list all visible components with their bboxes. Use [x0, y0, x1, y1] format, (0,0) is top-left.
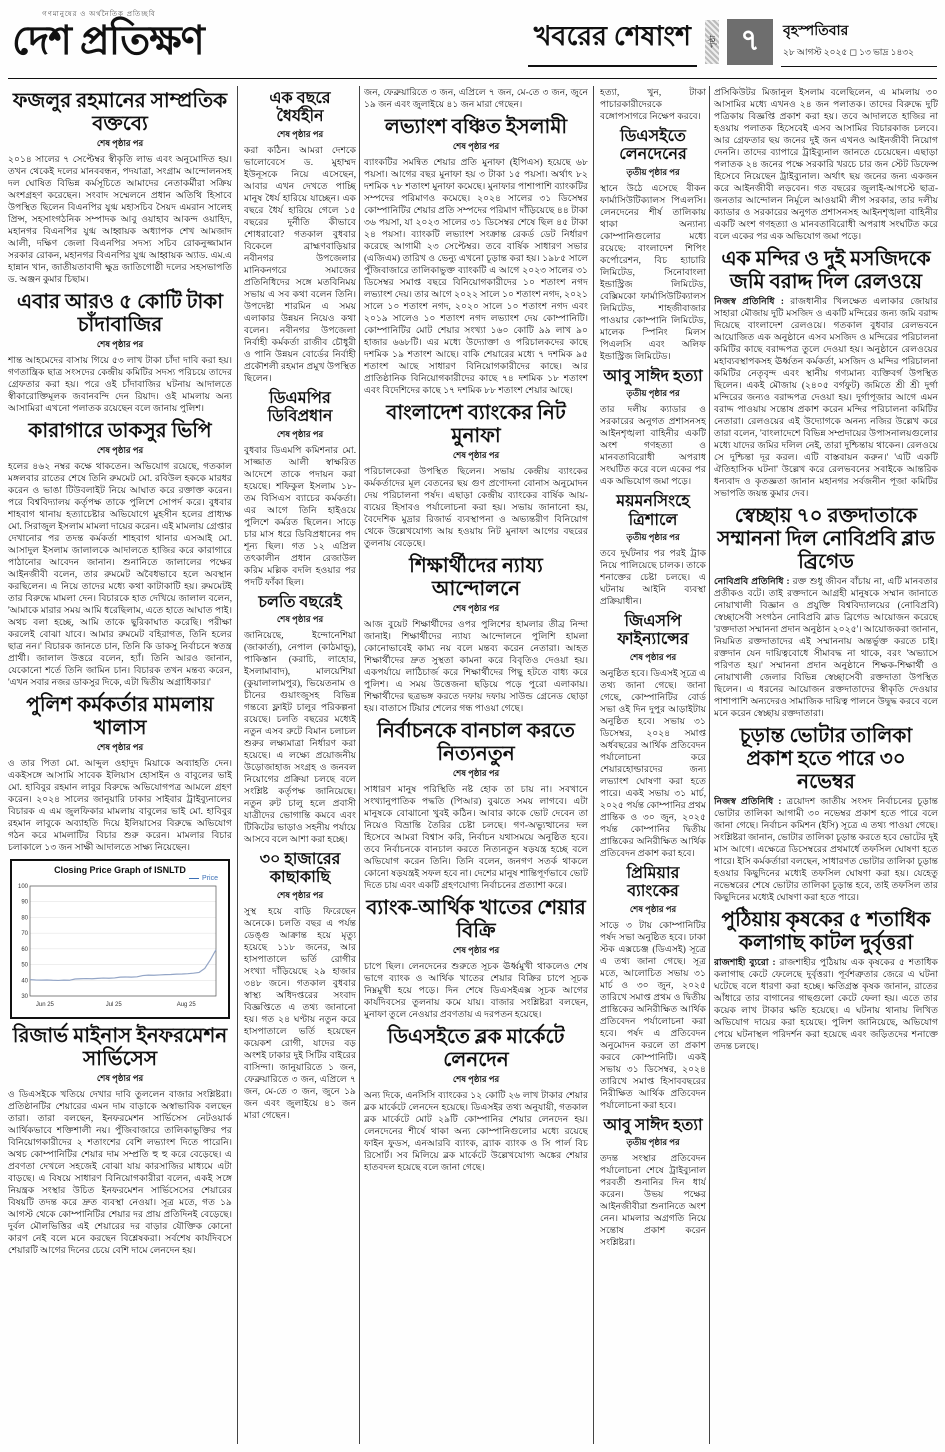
- article-body: ব্যাংকটির সমন্বিত শেয়ার প্রতি মুনাফা (ইপিএস) হয়েছে ৬৮ পয়সা। আগের বছর মুনাফা হয় ৩ টাকা ১৫ পয়সা। অর্থাৎ ৮২ দশমিক ৭৮ শতাংশ মুনাফা কমেছে। মুনাফার পাশাপাশি ব্যাংকটির সম্পদের পরিমাণও কমেছে। ২০২৪ সালের ৩১ ডিসেম্বর কোম্পানিটির শেয়ার প্রতি সম্পদের পরিমাণ দাঁড়িয়েছে ৪৪ টাকা ৩৬ পয়সা, যা ২০২৩ সালের ৩১ ডিসেম্বর শেষে ছিল ৪৫ টাকা ২৪ পয়সা। ব্যাংকটি লভ্যাংশ সংক্রান্ত রেকর্ড ডেট নির্ধারণ করেছে আগামী ২৩ সেপ্টেম্বর। তবে বার্ষিক সাধারণ সভার (এজিএম) তারিখ ও ভেন্যু এখনো চূড়ান্ত করা হয়। ১৯৮৫ সালে পুঁজিবাজারে তালিকাভুক্ত ব্যাংকটি এ আগে ২০২৩ সালের ৩১ ডিসেম্বর সমাপ্ত বছরে বিনিয়োগকারীদের ১০ শতাংশ নগদ লভ্যাংশ দেয়। তার আগে ২০২২ সালে ১০ শতাংশ নগদ, ২০২১ সালে ১০ শতাংশ নগদ, ২০২০ সালে ১০ শতাংশ নগদ এবং ২০১৯ সালেও ১০ শতাংশ নগদ লভ্যাংশ দেয় কোম্পানিটি। কোম্পানিটির মোট শেয়ার সংখ্যা ১৬০ কোটি ৯৯ লাখ ৯০ হাজার ৬৬৮টি। এর মধ্যে উদ্যোক্তা ও পরিচালকদের কাছে দশমিক ১৯ শতাংশ আছে। বাকি শেয়ারের মধ্যে ৭ দশমিক ৯৫ শতাংশ আছে সাধারণ বিনিয়োগকারীদের কাছে। আর প্রাতিষ্ঠানিক বিনিয়োগকারীদের কাছে ৭৪ দশমিক ১৮ শতাংশ এবং বিদেশিদের কাছে ১৭ দশমিক ৮৮ শতাংশ শেয়ার আছে।: [364, 157, 588, 395]
- article-headline: চলতি বছরেই: [258, 593, 342, 611]
- news-lane-5: [714, 86, 938, 1446]
- header-right: [528, 16, 937, 67]
- article-headline: পুঠিয়ায় কৃষকের ৫ শতাধিক কলাগাছ কাটল দুর্বৃত্তরা: [721, 909, 931, 954]
- masthead-title: দেশ প্রতিক্ষণ: [12, 18, 204, 63]
- article-lead-text: হত্যা, খুন, টাকা পাচারকারীদেরকে বঙ্গোপসাগরে নিক্ষেপ করবে।: [600, 87, 706, 121]
- column-divider-1: [237, 86, 238, 1444]
- article: [600, 613, 706, 859]
- article-headline: ডিএমপির ডিবিপ্রধান: [267, 389, 333, 426]
- column-divider-4: [709, 86, 710, 1444]
- article-body: সাধারণ মানুষ পরিস্থিতি নষ্ট হোক তা চায় না। সবখানে সংখ্যানুপাতিক পদ্ধতি (পিআর) বুঝতে সময় লাগবে। এটা মানুষকে বোঝানো খুবই কঠিন। আবার কাকে ভোট দেবেন তা নিয়েও বিভ্রান্তি তৈরির চেষ্টা চলছে। গণ-অভ্যুত্থানের দল হিসেবে আমরা বিশ্বাস করি, নির্বাচন যথাসময়ে অনুষ্ঠিত হবে। তবে নির্বাচনকে বানচাল করতে নিত্যনতুন ষড়যন্ত্র হচ্ছে বলে অভিযোগ করেন তিনি। তিনি বলেন, জনগণ সতর্ক থাকলে কোনো ষড়যন্ত্রই সফল হবে না। দেশের মানুষ শান্তিপূর্ণভাবে ভোট দিতে চায় এবং একটি গ্রহণযোগ্য নির্বাচনের প্রত্যাশা করে।: [364, 784, 588, 890]
- chart-title: Closing Price Graph of ISNLTD: [54, 865, 186, 875]
- article-headline: রিজার্ভ মাইনাস ইনফরমেশন সার্ভিসেস: [12, 1025, 228, 1070]
- svg-text:30: 30: [21, 994, 28, 1000]
- svg-text:90: 90: [21, 899, 28, 906]
- article-byline: নিজস্ব প্রতিনিধি :: [714, 296, 791, 306]
- article: [8, 420, 232, 688]
- continued-from-label: শেষ পৃষ্ঠার পর: [452, 603, 500, 613]
- article-lead-text: জন, ফেব্রুয়ারিতে ৩ জন, এপ্রিলে ৭ জন, মে-তে ৩ জন, জুনে ১৯ জন এবং জুলাইয়ে ৪১ জন মারা গেছেন।: [364, 87, 588, 109]
- news-lane-2: [244, 86, 356, 1446]
- article-headline: ব্যাংক-আর্থিক খাতের শেয়ার বিক্রি: [366, 897, 586, 942]
- article-headline: এক বছরে ধৈর্যহীন: [269, 90, 331, 126]
- article-byline: নোবিপ্রবি প্রতিনিধি :: [714, 576, 793, 586]
- continued-from-label: তৃতীয় পৃষ্ঠার পর: [626, 531, 680, 542]
- article-headline: নির্বাচনকে বানচাল করতে নিত্যনতুন: [377, 720, 575, 765]
- article-body: চাপে ছিল। লেনদেনের শুরুতে সূচক ঊর্ধ্বমুখী থাকলেও শেষ ভাগে ব্যাংক ও আর্থিক খাতের শেয়ার বিক্রির চাপে সূচক নিম্নমুখী হয়ে পড়ে। দিন শেষে ডিএসইএক্স সূচক আগের কার্যদিবসের তুলনায় কমে যায়। বাজার সংশ্লিষ্টরা বলছেন, মুনাফা তুলে নেওয়ার প্রবণতায় এ দরপতন হয়েছে।: [364, 961, 588, 1019]
- svg-text:100: 100: [17, 884, 28, 890]
- article-body: ও তার পিতা মো. আব্দুল ওহাদুদ মিয়াকে অব্যাহতি দেন। একইসঙ্গে আসামি সাবেক ইলিয়াস হোসাইন ও বাবুলের ভাই মো. হাবিবুর রহমান লাবুর বিরুদ্ধে অভিযোগপত্র আমলে গ্রহণ করেন। ২০২৪ সালের জানুয়ারি ঢাকার সাইবার ট্রাইব্যুনালের বিচারক এ এম জুলফিকার মামলায় বাবুলের ভাই মো. হাবিবুর রহমান লাবুকে অব্যাহতি দিয়ে ইলিয়াসের বিরুদ্ধে অভিযোগ গঠন করে মামলাটির বিচার শুরু করেন। মামলার বিচার চলাকালে ১৩ জন সাক্ষী আদালতে সাক্ষ্য নিয়েছেন।: [8, 758, 232, 852]
- legend-line-swatch: [189, 878, 199, 879]
- svg-text:70: 70: [21, 931, 28, 938]
- article-lead-text: প্রসিকিউটর মিজানুল ইসলাম বলেছিলেন, এ মামলায় ৩০ আসামির মধ্যে এখনও ২৪ জন পলাতক। তাদের বিরুদ্ধে দুটি পত্রিকায় বিজ্ঞপ্তি প্রকাশ করা হয়। তবে আদালতে হাজির না হওয়ায় পলাতক হিসেবেই এসব আসামির বিচারকাজ চলবে। আর গ্রেফতার ছয় জনের দুই জন এখনও আইনজীবী নিয়োগ দেননি। তাদের ব্যাপারে ট্রাইব্যুনাল জানতে চেয়েছেন। এছাড়া পলাতক ২৪ জনের পক্ষে সরকারি খরচে চার জন স্টেট ডিফেন্স হিসেবে নিয়েছেন ট্রাইব্যুনাল। অর্থাৎ ছয় জনের জন্য একজন করে আইনজীবী লড়বেন। গত বছরের জুলাই-আগস্টে ছাত্র-জনতার আন্দোলন নির্মূলে আওয়ামী লীগ সরকার, তার দলীয় ক্যাডার ও সরকারের অনুগত প্রশাসনসহ আইনশৃঙ্খলা বাহিনীর একটি অংশ গণহত্যা ও মানবতাবিরোধী অপরাধ সংঘটিত করে বলে একের পর এক অভিযোগ জমা পড়ে।: [714, 87, 938, 241]
- article: [364, 402, 588, 549]
- article: [600, 865, 706, 1111]
- article: [8, 90, 232, 285]
- article: [8, 859, 232, 1019]
- article-headline: বাংলাদেশ ব্যাংকের নিট মুনাফা: [386, 402, 566, 447]
- article-body: নিজস্ব প্রতিনিধি : ত্রয়োদশ জাতীয় সংসদ নির্বাচনের চূড়ান্ত ভোটার তালিকা আগামী ৩০ নভেম্বর প্রকাশ হতে পারে বলে জানা গেছে। নির্বাচন কমিশন (ইসি) সূত্রে এ তথ্য পাওয়া গেছে। সংশ্লিষ্টরা জানান, ভোটার তালিকা চূড়ান্ত করতে হবে ভোটের দুই মাস আগে। এক্ষেত্রে ডিসেম্বরের প্রথমার্ধে তফসিল ঘোষণা হতে পারে। ইসি কর্মকর্তারা বলছেন, সাধারণত ভোটার তালিকা চূড়ান্ত হওয়ার কিছুদিনের মধ্যেই তফসিল ঘোষণা করা হয়। যেহেতু নভেম্বরের শেষে ভোটার তালিকা চূড়ান্ত হবে, তাই তফসিল তার কিছুদিনের মধ্যেই ঘোষণা করা হতে পারে।: [714, 796, 938, 902]
- article: [244, 390, 356, 588]
- article-headline: জিএসপি ফাইন্যান্সের: [617, 612, 689, 649]
- continued-from-label: শেষ পৃষ্ঠার পর: [276, 128, 324, 139]
- continued-from-label: তৃতীয় পৃষ্ঠার পর: [626, 166, 680, 177]
- column-divider-2: [359, 86, 360, 1444]
- article: [244, 851, 356, 1121]
- article: [714, 248, 938, 499]
- article: [600, 493, 706, 607]
- article-body: নিজস্ব প্রতিনিধি : রাজধানীর খিলক্ষেত এলাকার জোয়ার সাহারা মৌজায় দুটি মসজিদ ও একটি মন্দিরের জন্য জমি বরাদ্দ দিয়েছে বাংলাদেশ রেলওয়ে। গতকাল বুধবার রেলভবনে আয়োজিত এক অনুষ্ঠানে এসব মসজিদ ও মন্দিরের পরিচালনা কমিটির কাছে বরাদ্দপত্র তুলে দেওয়া হয়। অনুষ্ঠানে রেলওয়ের মহাব্যবস্থাপকসহ ঊর্ধ্বতন কর্মকর্তা, মসজিদ ও মন্দির পরিচালনা কমিটির নেতৃবৃন্দ এবং স্থানীয় গণ্যমান্য ব্যক্তিবর্গ উপস্থিত ছিলেন। একই মৌজায় (২৪০৫ বর্গফুট) জমিতে শ্রী শ্রী দুর্গা মন্দিরের জন্যও বরাদ্দপত্র দেওয়া হয়। দুর্গাপূজার আগে এমন বরাদ্দ পাওয়ায় সন্তোষ প্রকাশ করেন মন্দির পরিচালনা কমিটির নেতারা। রেলওয়ের এই উদ্যোগকে অনন্য নজির উল্লেখ করে তারা বলেন, 'বাংলাদেশে বিভিন্ন সম্প্রদায়ের উপাসনালয়গুলোর মধ্যে যাদের জমির দলিল নেই, তারা দুশ্চিন্তায় থাকেন। রেলওয়ে সে দুশ্চিন্তা দূর করল। এটি বাস্তবায়ন করুন।' 'এটি একটি ঐতিহাসিক ঘটনা' উল্লেখ করে রেলভবনের সবাইকে আন্তরিক ধন্যবাদ ও কৃতজ্ঞতা জানান মহানগর সর্বজনীন পূজা কমিটির সভাপতি জয়ন্ত কুমার দেব।: [714, 296, 938, 498]
- continued-from-label: শেষ পৃষ্ঠার পর: [96, 742, 144, 752]
- continued-from-label: তৃতীয় পৃষ্ঠার পর: [626, 1136, 680, 1147]
- article-headline: ডিএসইতে ব্লক মার্কেটে লেনদেন: [387, 1026, 565, 1071]
- article-headline: এক মন্দির ও দুই মসজিদকে জমি বরাদ্দ দিল রেলওয়ে: [721, 248, 931, 293]
- article-body: সুস্থ হয়ে বাড়ি ফিরেছেন অনেকে। চলতি বছর এ পর্যন্ত ডেঙ্গু আক্রান্ত হয়ে মৃত্যু হয়েছে ১১৮ জনের, আর হাসপাতালে ভর্তি রোগীর সংখ্যা দাঁড়িয়েছে ২৯ হাজার ৩৪৮ জনে। গতকাল বুধবার স্বাস্থ্য অধিদপ্তরের সংবাদ বিজ্ঞপ্তিতে এ তথ্য জানানো হয়। গত ২৪ ঘণ্টায় নতুন করে হাসপাতালে ভর্তি হয়েছেন কয়েকশ রোগী, যাদের বড় অংশই ঢাকার দুই সিটির বাইরের বাসিন্দা। জানুয়ারিতে ১ জন, ফেব্রুয়ারিতে ৩ জন, এপ্রিলে ৭ জন, মে-তে ৩ জন, জুনে ১৯ জন এবং জুলাইয়ে ৪১ জন মারা গেছেন।: [244, 905, 356, 1120]
- article-body: ও ডিএসইকে খতিয়ে দেখার দাবি তুললেন বাজার সংশ্লিষ্টরা। প্রতিষ্ঠানটির শেয়ারের এমন দাম বাড়াকে অস্বাভাবিক বলছেন তারা। তারা বলছেন, ইনফরমেশন সার্ভিসেস নেটওয়ার্ক আর্থিকভাবে শক্তিশালী নয়। পুঁজিবাজারে তালিকাভুক্তির পর বিনিয়োগকারীদের ২ শতাংশের বেশি লভ্যাংশ দিতে পারেনি। অথচ কোম্পানিটির শেয়ার দাম সম্প্রতি হু হু করে বেড়েছে। এ প্রবণতা দেখলে সহজেই বোঝা যায় কারসাজির মাধ্যমে এটা বাড়ছে। এ বিষয়ে সাধারণ বিনিয়োগকারীরা বলেন, একই সঙ্গে নিয়ন্ত্রক সংস্থার উচিত ইনফরমেশন সার্ভিসেসের শেয়ারের বিষয়টি তদন্ত করে দ্রুত ব্যবস্থা নেওয়া। সূত্র মতে, গত ১৯ আগস্ট থেকে কোম্পানিটির শেয়ার দর প্রায় প্রতিদিনই বেড়েছে। দুর্বল মৌলভিত্তির এই শেয়ারের দর বাড়ার যৌক্তিক কোনো কারণ নেই বলে মনে করছেন বিশ্লেষকরা। সর্বশেষ কার্যদিবসে শেয়ারটি আগের দিনের চেয়ে বেশি দামে লেনদেন হয়।: [8, 1089, 232, 1255]
- continued-from-label: শেষ পৃষ্ঠার পর: [276, 428, 324, 439]
- stock-chart: [10, 859, 230, 1019]
- continued-from-label: শেষ পৃষ্ঠার পর: [452, 141, 500, 151]
- article-body: পরিচালকেরা উপস্থিত ছিলেন। সভায় কেন্দ্রীয় ব্যাংকের কর্মকর্তাদের মূল বেতনের ছয় গুণ প্রণোদনা বোনাস অনুমোদন দেয় পরিচালনা পর্ষদ। এছাড়া কেন্দ্রীয় ব্যাংকের বার্ষিক আয়-ব্যয়ের হিসাবও পর্যালোচনা করা হয়। সভায় জানানো হয়, বৈদেশিক মুদ্রার রিজার্ভ ব্যবস্থাপনা ও অভ্যন্তরীণ বিনিয়োগ থেকে উল্লেখযোগ্য আয় হওয়ায় নিট মুনাফা আগের বছরের তুলনায় বেড়েছে।: [364, 466, 588, 548]
- article-body: নোবিপ্রবি প্রতিনিধি : রক্ত শুধু জীবন বাঁচায় না, এটি মানবতার প্রতীকও বটে। তাই রক্তদানে আগ্রহী মানুষকে সম্মান জানাতে নোয়াখালী বিজ্ঞান ও প্রযুক্তি বিশ্ববিদ্যালয়ের (নোবিপ্রবি) স্বেচ্ছাসেবী সংগঠন নোবিপ্রবি ব্লাড ব্রিগেড আয়োজন করেছে 'রক্তদাতা সম্মাননা প্রদান অনুষ্ঠান ২০২৫'। আয়োজকরা জানান, নিয়মিত রক্তদাতাদের এই সম্মাননায় অন্তর্ভুক্ত করতে চাই। রক্তদান যেন দায়িত্ববোধে সীমাবদ্ধ না থাকে, বরং 'অভ্যাসে পরিণত হয়।' সম্মাননা প্রদান অনুষ্ঠানে শিক্ষক-শিক্ষার্থী ও নোয়াখালী জেলার বিভিন্ন স্বেচ্ছাসেবী রক্তদাতা উপস্থিত ছিলেন। এ ধরনের আয়োজন রক্তদাতাদের স্বীকৃতি দেওয়ার পাশাপাশি অন্যদেরও সামাজিক দায়িত্ব পালনে উদ্বুদ্ধ করবে বলে মনে করেন স্বেচ্ছায় রক্তদাতারা।: [714, 576, 938, 718]
- article: [364, 116, 588, 396]
- article-headline: ডিএসইতে লেনদেনের: [619, 128, 687, 164]
- article: [364, 720, 588, 891]
- article: [364, 897, 588, 1020]
- svg-text:Aug 25: Aug 25: [176, 1002, 196, 1008]
- svg-text:60: 60: [21, 946, 28, 953]
- article-headline: স্বেচ্ছায় ৭০ রক্তদাতাকে সম্মাননা দিল নোবিপ্রবি ব্লাড ব্রিগেড: [717, 505, 935, 573]
- page-label: পৃষ্ঠা: [707, 35, 717, 48]
- continued-from-label: শেষ পৃষ্ঠার পর: [452, 945, 500, 955]
- article-body: অনুষ্ঠিত হবে। ডিএসই সূত্রে এ তথ্য জানা গেছে। জানা গেছে, কোম্পানিটির বোর্ড সভা ওই দিন দুপুর আড়াইটায় অনুষ্ঠিত হবে। সভায় ৩১ ডিসেম্বর, ২০২৪ সমাপ্ত অর্ধবছরের আর্থিক প্রতিবেদন পর্যালোচনা করে শেয়ারহোল্ডারদের জন্য লভ্যাংশ ঘোষণা করা হতে পারে। একই সভায় ৩১ মার্চ, ২০২৫ পর্যন্ত কোম্পানির প্রথম প্রান্তিক ও ৩০ জুন, ২০২৫ পর্যন্ত কোম্পানির দ্বিতীয় প্রান্তিকের অনিরীক্ষিত আর্থিক প্রতিবেদন প্রকাশ করা হবে।: [600, 667, 706, 858]
- article: [8, 1025, 232, 1256]
- section-title: খবরের শেষাংশ: [528, 16, 697, 67]
- article-body: জানিয়েছে, ইন্দোনেশিয়া (জাকার্তা), নেপাল (কাঠমান্ডু), পাকিস্তান (করাচি, লাহোর, ইসলামাবাদ), মালয়েশিয়া (কুয়ালালামপুর), ভিয়েতনাম ও চীনের গুয়াংজুসহ বিভিন্ন গন্তব্যে ফ্লাইট চালুর পরিকল্পনা রয়েছে। চলতি বছরের মধ্যেই নতুন এসব রুটে বিমান চলাচল শুরুর লক্ষ্যমাত্রা নির্ধারণ করা হয়েছে। এ লক্ষ্যে প্রয়োজনীয় উড়োজাহাজ সংগ্রহ ও জনবল নিয়োগের প্রক্রিয়া চলছে বলে সংশ্লিষ্ট কর্তৃপক্ষ জানিয়েছে। নতুন রুট চালু হলে প্রবাসী যাত্রীদের ভোগান্তি কমবে এবং টিকিটের ভাড়াও সহনীয় পর্যায়ে আসবে বলে আশা করা হচ্ছে।: [244, 629, 356, 844]
- article-headline: আবু সাঈদ হত্যা: [603, 367, 703, 385]
- date-block: [781, 17, 937, 67]
- article-headline: ময়মনসিংহে ত্রিশালে: [616, 493, 690, 529]
- news-lane-1: [8, 86, 232, 1446]
- svg-text:Jul 25: Jul 25: [105, 1002, 122, 1008]
- article: [244, 594, 356, 845]
- article-headline: ৩০ হাজারের কাছাকাছি: [259, 850, 341, 887]
- article-body: তদন্ত সংস্থার প্রতিবেদন পর্যালোচনা শেষে ট্রাইব্যুনাল পরবর্তী শুনানির দিন ধার্য করেন। উভয় পক্ষের আইনজীবীরা শুনানিতে অংশ নেন। মামলার অগ্রগতি নিয়ে সন্তোষ প্রকাশ করেন সংশ্লিষ্টরা।: [600, 1152, 706, 1247]
- date-line: ২৮ আগস্ট ২০২৫ ◻ ১৩ ভাদ্র ১৪৩২: [783, 46, 914, 57]
- chart-plot: [14, 882, 220, 1010]
- continued-from-label: শেষ পৃষ্ঠার পর: [452, 450, 500, 460]
- article-headline: লভ্যাংশ বঞ্চিত ইসলামী: [384, 116, 568, 138]
- article: [714, 909, 938, 1052]
- article-body: সাড়ে ৩ টায় কোম্পানিটির পর্ষদ সভা অনুষ্ঠিত হবে। ঢাকা স্টক এক্সচেঞ্জ (ডিএসই) সূত্রে এ তথ্য জানা গেছে। সূত্র মতে, আলোচিত সভায় ৩১ মার্চ ও ৩০ জুন, ২০২৫ তারিখে সমাপ্ত প্রথম ও দ্বিতীয় প্রান্তিকের অনিরীক্ষিত আর্থিক প্রতিবেদন পর্যালোচনা করা হবে। পর্ষদ এ প্রতিবেদন অনুমোদন করলে তা প্রকাশ করবে কোম্পানিটি। একই সভায় ৩১ ডিসেম্বর, ২০২৪ তারিখে সমাপ্ত হিসাববছরের নিরীক্ষিত আর্থিক প্রতিবেদন পর্যালোচনা করা হবে।: [600, 919, 706, 1110]
- article-headline: পুলিশ কর্মকর্তার মামলায় খালাস: [26, 694, 214, 739]
- article: [600, 1117, 706, 1248]
- continued-from-label: শেষ পৃষ্ঠার পর: [276, 613, 324, 624]
- svg-text:80: 80: [21, 915, 28, 922]
- continued-from-label: শেষ পৃষ্ঠার পর: [629, 651, 677, 662]
- article: [8, 694, 232, 853]
- article-body: শান্ত আহমেদের বাসায় গিয়ে ৫৩ লাখ টাকা চাঁদা দাবি করা হয়। গণতান্ত্রিক ছাত্র সংসদের কেন্দ্রীয় কমিটির সদস্য পরিচয়ে তাদের গ্রেফতার করা হয়। পরে ওই চাঁদাবাজির ঘটনায় আদালতে স্বীকারোক্তিমূলক জবানবন্দি দেন রিয়াদ। ওই মামলায় অন্য আসামিরা এখনো পলাতক রয়েছেন বলে জানায় পুলিশ।: [8, 355, 232, 413]
- continued-from-label: তৃতীয় পৃষ্ঠার পর: [626, 388, 680, 399]
- continued-from-label: শেষ পৃষ্ঠার পর: [276, 889, 324, 900]
- article-body: বুধবার ডিএমপি কমিশনার মো. সাজ্জাত আলী স্বাক্ষরিত আদেশে তাকে পদায়ন করা হয়েছে। শফিকুল ইসলাম ১৮-তম বিসিএস ব্যাচের কর্মকর্তা। এর আগে তিনি হাইওয়ে পুলিশে কর্মরত ছিলেন। সাড়ে চার মাস ধরে ডিবিপ্রধানের পদ শূন্য ছিল। গত ১২ এপ্রিল তৎকালীন প্রধান রেজাউল করিম মল্লিক বদলি হওয়ার পর পদটি ফাঁকা ছিল।: [244, 444, 356, 587]
- article: [714, 505, 938, 719]
- article-body: অন্য দিকে, এনসিসি ব্যাংকের ১২ কোটি ২৬ লাখ টাকার শেয়ার ব্লক মার্কেটে লেনদেন হয়েছে। ডিএসইর তথ্য অনুযায়ী, গতকাল ব্লক মার্কেটে মোট ২৯টি কোম্পানির শেয়ার লেনদেন হয়। লেনদেনের শীর্ষে থাকা অন্য কোম্পানিগুলোর মধ্যে রয়েছে ফাইন ফুডস, এনআরবি ব্যাংক, ব্র্যাক ব্যাংক ও সি পার্ল বিচ রিসোর্ট। সব মিলিয়ে ব্লক মার্কেটে উল্লেখযোগ্য অঙ্কের শেয়ার হাতবদল হয়েছে বলে জানা গেছে।: [364, 1090, 588, 1172]
- news-lane-4: [600, 86, 706, 1446]
- article: [8, 291, 232, 414]
- article: [364, 555, 588, 714]
- continued-from-label: শেষ পৃষ্ঠার পর: [96, 138, 144, 148]
- article-body: তবে দুর্ঘটনার পর পরই ট্রাক নিয়ে পালিয়েছে চালক। তাকে শনাক্তের চেষ্টা চলছে। এ ঘটনায় আইনি ব্যবস্থা প্রক্রিয়াধীন।: [600, 547, 706, 606]
- article: [244, 90, 356, 384]
- article-body: স্থানে উঠে এসেছে বীকন ফার্মাসিউটিক্যালস পিএলসি। লেনদেনের শীর্ষ তালিকায় থাকা অন্যান্য কোম্পানিগুলোর মধ্যে রয়েছে: বাংলাদেশ শিপিং কর্পোরেশন, বিচ হ্যাচারি লিমিটেড, সিনোবাংলা ইন্ডাস্ট্রিজ লিমিটেড, বেক্সিমকো ফার্মাসিউটিক্যালস লিমিটেড, শাহজীবাজার পাওয়ার কোম্পানি লিমিটেড, মালেক স্পিনিং মিলস পিএলসি এবং অলিফ ইন্ডাস্ট্রিজ লিমিটেড।: [600, 182, 706, 361]
- article: [600, 128, 706, 362]
- masthead-tagline: গণমানুষের ও অর্থনৈতিক প্রতিচ্ছবি: [42, 10, 156, 18]
- continued-from-label: শেষ পৃষ্ঠার পর: [452, 768, 500, 778]
- svg-text:50: 50: [21, 962, 28, 969]
- article-body: হলের ৪৬২ নম্বর কক্ষে থাকতেন। অভিযোগ রয়েছে, গতকাল মঙ্গলবার রাতের শেষে তিনি রুমমেট মো. রবিউল হককে মারধর করেন ও ভাঙা টিউবলাইট নিয়ে আঘাত করে রক্তাক্ত করেন। পরে বিশ্ববিদ্যালয় কর্তৃপক্ষ তাকে পুলিশে সোপর্দ করে। বুধবার শাহবাগ থানায় হত্যাচেষ্টার অভিযোগে মুহসীন হলের প্রাধ্যক্ষ মো. সিরাজুল ইসলাম মামলা দায়ের করেন। এই মামলায় গ্রেপ্তার দেখানোর পর তদন্ত কর্মকর্তা শাহবাগ থানার এসআই মো. আসাদুল ইসলাম জালালকে আদালতে হাজির করে কারাগারে পাঠানোর আবেদন জানান। শুনানিতে জালালের পক্ষের আইনজীবী বলেন, তার রুমমেট অবৈধভাবে হলে অবস্থান করছিলেন। এ নিয়ে তাদের মধ্যে কথা কাটাকাটি হয়। রুমমেটই তার বিরুদ্ধে মামলা দেন। বিচারকে হাত দেখিয়ে জালাল বলেন, 'আমাকে মারার সময় আমি ধরেছিলাম, এতে হাতে আঘাত পাই। অথচ বলা হচ্ছে, আমি তাকে ছুরিকাঘাত করেছি। পরীক্ষা করলেই বোঝা যাবে। আমার রুমমেট বহিরাগত, তিনি হলের ছাত্র নন।' বিচারক জানতে চান, তিনি কি ডাকসু নির্বাচনে স্বতন্ত্র প্রার্থী। জালাল উত্তরে বলেন, হ্যাঁ। তিনি আরও জানান, যেকোনো শর্তে তিনি জামিন চান। বিচারক তখন মন্তব্য করেন, 'এখন সবার নজর ডাকসুর দিকে, এটা দ্বিতীয় অগ্রাধিকার।': [8, 461, 232, 687]
- page-header: [8, 6, 937, 79]
- chart-legend: [14, 875, 226, 882]
- article-byline: নিজস্ব প্রতিনিধি :: [714, 796, 787, 806]
- article: [714, 725, 938, 903]
- article-headline: চূড়ান্ত ভোটার তালিকা প্রকাশ হতে পারে ৩০ নভেম্বর: [739, 725, 913, 793]
- continued-from-label: শেষ পৃষ্ঠার পর: [629, 903, 677, 914]
- continued-from-label: শেষ পৃষ্ঠার পর: [452, 1074, 500, 1084]
- column-divider-3: [593, 86, 594, 1444]
- legend-label: Price: [202, 875, 218, 882]
- news-lane-3: [364, 86, 588, 1446]
- page-number-badge: ৭: [727, 19, 773, 65]
- article-body: আজ বুয়েট শিক্ষার্থীদের ওপর পুলিশের হামলার তীব্র নিন্দা জানাই। শিক্ষার্থীদের ন্যায্য আন্দোলনে পুলিশি হামলা কোনোভাবেই কাম্য নয় বলে মন্তব্য করেন নেতারা। আহত শিক্ষার্থীদের দ্রুত সুস্থতা কামনা করে বিবৃতিও দেওয়া হয়। একপর্যায়ে লাঠিচার্জ করে শিক্ষার্থীদের পিছু হটতে বাধ্য করে পুলিশ। এ সময় উত্তেজনা ছড়িয়ে পড়ে পুরো এলাকায়। শিক্ষার্থীদের ছত্রভঙ্গ করতে দফায় দফায় সাউন্ড গ্রেনেড ছোড়া হয়। বাতাসে টিয়ার শেলের গন্ধ পাওয়া গেছে।: [364, 619, 588, 713]
- article-headline: এবার আরও ৫ কোটি টাকা চাঁদাবাজির: [16, 291, 224, 336]
- article-body: রাজশাহী ব্যুরো : রাজশাহীর পুঠিয়ায় এক কৃষকের ৫ শতাধিক কলাগাছ কেটে ফেলেছে দুর্বৃত্তরা। পূর্বশত্রুতার জেরে এ ঘটনা ঘটেছে বলে ধারণা করা হচ্ছে। ক্ষতিগ্রস্ত কৃষক জানান, রাতের আঁধারে তার বাগানের গাছগুলো কেটে ফেলা হয়। এতে তার কয়েক লাখ টাকার ক্ষতি হয়েছে। এ ঘটনায় থানায় লিখিত অভিযোগ দায়ের করা হয়েছে। পুলিশ জানিয়েছে, অভিযোগ পেয়ে ঘটনাস্থল পরিদর্শন করা হয়েছে এবং জড়িতদের শনাক্তে তদন্ত চলছে।: [714, 957, 938, 1051]
- continued-from-label: শেষ পৃষ্ঠার পর: [96, 339, 144, 349]
- masthead-block: [12, 8, 204, 62]
- article-body: ২০১৪ সালের ৭ সেপ্টেম্বর স্বীকৃতি লাভ এবং অনুমোদিত হয়। তখন থেকেই দলের মানববন্ধন, পদযাত্রা, সংগ্রাম আন্দোলনসহ দল ঘোষিত বিভিন্ন কর্মসূচিতে আমাদের নেতাকর্মীরা সক্রিয় অংশগ্রহণ করেছেন। সংবাদ সম্মেলনে প্রধান অতিথি হিসাবে উপস্থিত ছিলেন বিএনপির যুগ্ম মহাসচিব সৈয়দ এমরান সালেহ প্রিন্স, সহসাংগঠনিক সম্পাদক আবু ওয়াহাব আকন্দ ওয়াহিদ, মহানগর বিএনপির যুগ্ম আহ্বায়ক অধ্যাপক শেখ আমজাদ আলী, দক্ষিণ জেলা বিএনপির সদস্য সচিব রোকনুজ্জামান সরকার রোকন, মহানগর বিএনপির যুগ্ম আহ্বায়ক অ্যাড. এম.এ হান্নান খান, জাতীয়তাবাদী ক্ষুদ্র জাতিগোষ্ঠী দলের সহসভাপতি ড. অঞ্জন কুমার চিছাম।: [8, 154, 232, 284]
- article: [600, 86, 706, 122]
- article-byline: রাজশাহী ব্যুরো :: [714, 957, 780, 967]
- article: [600, 368, 706, 487]
- continued-from-label: শেষ পৃষ্ঠার পর: [96, 1073, 144, 1083]
- continued-from-label: শেষ পৃষ্ঠার পর: [96, 445, 144, 455]
- article-headline: কারাগারে ডাকসুর ভিপি: [28, 420, 212, 442]
- article: [714, 86, 938, 242]
- article-body: করা কঠিন। আমরা দেশকে ভালোবেসে ড. মুহাম্মদ ইউনূসকে নিয়ে এসেছেন, আবার এখন দেখতে পাচ্ছি মানুষ ধৈর্য হারিয়ে যাচ্ছেন। এক বছরে ধৈর্য হারিয়ে গেলে ১৫ বছরের দুর্নীতি কীভাবে শোধরাবো? গতকাল বুধবার বিকেলে ব্রাহ্মণবাড়িয়ার নবীনগর উপজেলার মানিকনগরে সমাজের প্রতিনিধিদের সঙ্গে মতবিনিময় সভায় এ সব কথা বলেন তিনি। উপদেষ্টা শারমিন এ সময় এলাকার উন্নয়ন নিয়েও কথা বলেন। নবীনগর উপজেলা নির্বাহী কর্মকর্তা রাজীব চৌধুরী ও পানি উন্নয়ন বোর্ডের নির্বাহী প্রকৌশলী রহমান প্রমুখ উপস্থিত ছিলেন।: [244, 144, 356, 383]
- weekday: বৃহস্পতিবার: [783, 23, 849, 39]
- article: [364, 86, 588, 110]
- svg-text:40: 40: [21, 978, 28, 985]
- article-headline: আবু সাঈদ হত্যা: [603, 1116, 703, 1134]
- article: [364, 1026, 588, 1173]
- article-headline: প্রিমিয়ার ব্যাংকের: [626, 864, 680, 901]
- page-label-box: [705, 20, 719, 64]
- svg-text:Jun 25: Jun 25: [35, 1002, 54, 1008]
- article-body: তার দলীয় ক্যাডার ও সরকারের অনুগত প্রশাসনসহ আইনশৃঙ্খলা বাহিনীর একটি অংশ গণহত্যা ও মানবতাবিরোধী অপরাধ সংঘটিত করে বলে একের পর এক অভিযোগ জমা পড়ে।: [600, 404, 706, 487]
- article-headline: ফজলুর রহমানের সাম্প্রতিক বক্তব্যে: [12, 90, 228, 135]
- article-headline: শিক্ষার্থীদের ন্যায্য আন্দোলনে: [409, 555, 543, 600]
